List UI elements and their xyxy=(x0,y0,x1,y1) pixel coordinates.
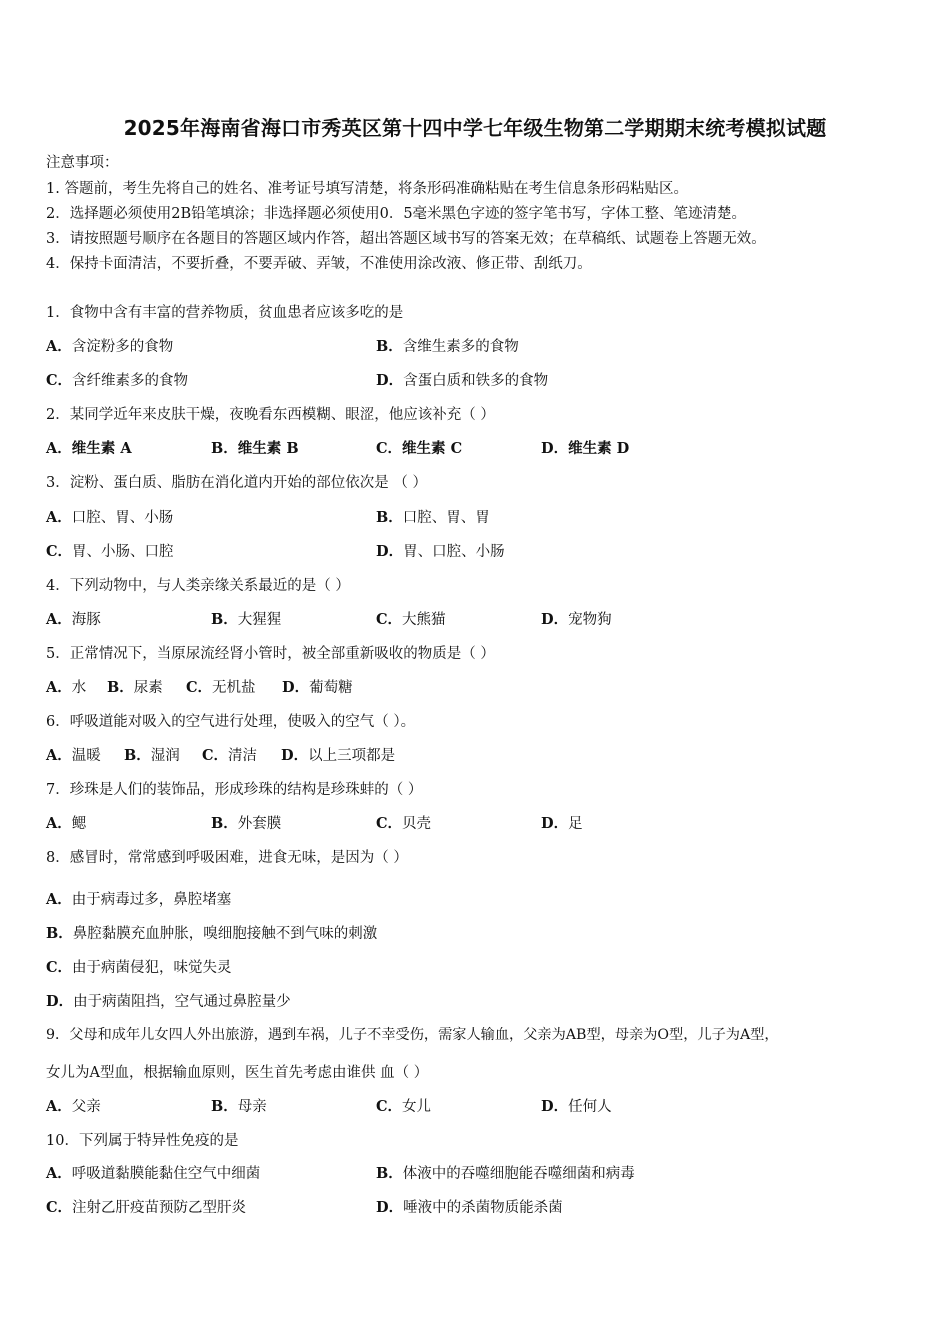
option-label: B． xyxy=(211,1098,238,1115)
option-text: 大猩猩 xyxy=(237,612,282,628)
option-text: 鳃 xyxy=(71,816,87,832)
option-text: 宠物狗 xyxy=(568,612,612,628)
option-label: D． xyxy=(46,993,74,1010)
option-text: 贝壳 xyxy=(402,816,432,832)
option-text: 唾液中的杀菌物质能杀菌 xyxy=(403,1200,563,1216)
option-label: C． xyxy=(376,440,403,457)
option-label: A． xyxy=(46,1165,72,1182)
option-label: C． xyxy=(46,1199,73,1216)
question-stem-continued: 女儿为A型血，根据输血原则，医生首先考虑由谁供 血（ ） xyxy=(46,1065,429,1081)
option-text: 注射乙肝疫苗预防乙型肝炎 xyxy=(72,1200,247,1216)
option-text: 清洁 xyxy=(228,748,258,764)
option-label: D． xyxy=(541,1098,569,1115)
option-d xyxy=(376,1196,563,1217)
option-label: C． xyxy=(376,1098,403,1115)
question-stem: 10．下列属于特异性免疫的是 xyxy=(46,1133,239,1149)
option-label: A． xyxy=(46,611,72,628)
option-d xyxy=(376,540,505,561)
option-text: 维生素 D xyxy=(568,440,630,457)
option-label: B． xyxy=(124,747,151,764)
option-text: 母亲 xyxy=(237,1099,267,1115)
question-stem: 5．正常情况下，当原尿流经肾小管时，被全部重新吸收的物质是（ ） xyxy=(46,646,495,662)
option-label: C． xyxy=(202,747,229,764)
question-stem: 8．感冒时，常常感到呼吸困难，进食无味，是因为（ ） xyxy=(46,850,408,866)
option-label: B． xyxy=(376,509,403,526)
option-a xyxy=(46,608,101,629)
option-text: 维生素 A xyxy=(71,440,132,457)
option-c xyxy=(376,1095,431,1116)
option-b xyxy=(211,1095,267,1116)
option-label: A． xyxy=(46,509,72,526)
notice-heading: 注意事项： xyxy=(46,155,119,171)
option-label: C． xyxy=(376,611,403,628)
option-text: 由于病菌侵犯，味觉失灵 xyxy=(72,960,232,976)
notice-item: 3．请按照题号顺序在各题目的答题区域内作答，超出答题区域书写的答案无效；在草稿纸、试题卷上答题无效。 xyxy=(46,231,766,247)
option-text: 含纤维素多的食物 xyxy=(72,373,189,389)
option-a xyxy=(46,1162,260,1183)
option-label: D． xyxy=(376,543,404,560)
question-stem: 7．珍珠是人们的装饰品，形成珍珠的结构是珍珠蚌的（ ） xyxy=(46,782,423,798)
option-text: 胃、小肠、口腔 xyxy=(72,544,174,560)
option-b xyxy=(211,812,281,833)
option-label: A． xyxy=(46,440,72,457)
option-text: 外套膜 xyxy=(237,816,282,832)
option-text: 鼻腔黏膜充血肿胀，嗅细胞接触不到气味的刺激 xyxy=(72,926,378,942)
option-text: 由于病毒过多，鼻腔堵塞 xyxy=(71,892,232,908)
option-d xyxy=(376,369,548,390)
option-c xyxy=(202,744,257,765)
option-text: 葡萄糖 xyxy=(309,680,353,696)
question-stem: 2．某同学近年来皮肤干燥，夜晚看东西模糊、眼涩，他应该补充（ ） xyxy=(46,407,495,423)
option-b xyxy=(124,744,180,765)
option-label: A． xyxy=(46,1098,72,1115)
option-text: 尿素 xyxy=(133,680,163,696)
option-label: B． xyxy=(211,611,238,628)
option-label: D． xyxy=(281,747,309,764)
option-c xyxy=(186,676,256,697)
option-a xyxy=(46,812,86,833)
option-d xyxy=(541,608,612,629)
option-d xyxy=(281,744,395,765)
option-text: 含淀粉多的食物 xyxy=(71,339,174,355)
option-a xyxy=(46,744,101,765)
option-a xyxy=(46,888,231,909)
option-text: 足 xyxy=(568,816,583,832)
option-b xyxy=(211,608,281,629)
option-label: D． xyxy=(541,815,569,832)
question-stem: 1．食物中含有丰富的营养物质，贫血患者应该多吃的是 xyxy=(46,305,404,321)
option-text: 口腔、胃、小肠 xyxy=(71,510,174,526)
option-text: 任何人 xyxy=(568,1099,612,1115)
option-text: 父亲 xyxy=(71,1099,101,1115)
question-stem: 3．淀粉、蛋白质、脂肪在消化道内开始的部位依次是 （ ） xyxy=(46,475,427,491)
option-c xyxy=(46,540,174,561)
option-label: C． xyxy=(46,959,73,976)
option-label: B． xyxy=(211,440,238,457)
option-text: 无机盐 xyxy=(212,680,256,696)
option-label: A． xyxy=(46,679,72,696)
option-c xyxy=(376,812,431,833)
option-label: B． xyxy=(211,815,238,832)
option-c xyxy=(46,1196,246,1217)
notice-item: 4．保持卡面清洁，不要折叠，不要弄破、弄皱，不准使用涂改液、修正带、刮纸刀。 xyxy=(46,256,592,272)
option-b xyxy=(107,676,163,697)
option-c xyxy=(376,437,462,458)
question-stem: 6．呼吸道能对吸入的空气进行处理，使吸入的空气（ ）。 xyxy=(46,714,416,730)
option-label: D． xyxy=(282,679,310,696)
option-b xyxy=(376,335,519,356)
option-text: 水 xyxy=(71,680,87,696)
option-label: A． xyxy=(46,815,72,832)
option-a xyxy=(46,335,173,356)
option-label: C． xyxy=(186,679,213,696)
option-c xyxy=(46,369,188,390)
option-label: C． xyxy=(46,372,73,389)
option-text: 温暖 xyxy=(71,748,101,764)
option-a xyxy=(46,506,173,527)
option-d xyxy=(541,812,583,833)
option-label: A． xyxy=(46,747,72,764)
option-label: A． xyxy=(46,891,72,908)
question-stem: 4．下列动物中，与人类亲缘关系最近的是（ ） xyxy=(46,578,350,594)
option-b xyxy=(211,437,299,458)
option-d xyxy=(541,437,629,458)
option-label: A． xyxy=(46,338,72,355)
option-label: D． xyxy=(541,440,569,457)
option-label: D． xyxy=(541,611,569,628)
option-label: B． xyxy=(46,925,73,942)
option-text: 含蛋白质和铁多的食物 xyxy=(403,373,549,389)
option-a xyxy=(46,437,132,458)
option-text: 女儿 xyxy=(402,1099,432,1115)
option-text: 维生素 C xyxy=(402,440,463,457)
option-text: 呼吸道黏膜能黏住空气中细菌 xyxy=(71,1166,261,1182)
option-b xyxy=(376,506,490,527)
option-label: D． xyxy=(376,1199,404,1216)
option-text: 维生素 B xyxy=(237,440,299,457)
option-b xyxy=(376,1162,635,1183)
option-a xyxy=(46,1095,101,1116)
question-stem: 9．父母和成年儿女四人外出旅游，遇到车祸，儿子不幸受伤，需家人输血，父亲为AB型，母亲为O型，儿子为A型， xyxy=(46,1027,779,1043)
option-text: 湿润 xyxy=(150,748,180,764)
option-text: 口腔、胃、胃 xyxy=(402,510,490,526)
option-text: 胃、口腔、小肠 xyxy=(403,544,505,560)
option-text: 由于病菌阻挡，空气通过鼻腔量少 xyxy=(73,994,291,1010)
option-b xyxy=(46,922,377,943)
option-text: 以上三项都是 xyxy=(308,748,396,764)
option-d xyxy=(541,1095,612,1116)
page-title: 2025年海南省海口市秀英区第十四中学七年级生物第二学期期末统考模拟试题 xyxy=(123,116,827,140)
option-text: 含维生素多的食物 xyxy=(402,339,519,355)
option-label: C． xyxy=(376,815,403,832)
option-c xyxy=(46,956,232,977)
option-label: B． xyxy=(376,1165,403,1182)
option-d xyxy=(46,990,291,1011)
option-c xyxy=(376,608,446,629)
notice-item: 2．选择题必须使用2B铅笔填涂；非选择题必须使用0．5毫米黑色字迹的签字笔书写，字体工整、笔迹清楚。 xyxy=(46,206,747,222)
option-text: 大熊猫 xyxy=(402,612,446,628)
option-label: B． xyxy=(107,679,134,696)
option-a xyxy=(46,676,86,697)
option-text: 体液中的吞噬细胞能吞噬细菌和病毒 xyxy=(402,1166,635,1182)
option-label: D． xyxy=(376,372,404,389)
notice-item: 1. 答题前，考生先将自己的姓名、准考证号填写清楚，将条形码准确粘贴在考生信息条形码粘贴区。 xyxy=(46,181,688,197)
option-label: B． xyxy=(376,338,403,355)
option-label: C． xyxy=(46,543,73,560)
option-d xyxy=(282,676,353,697)
option-text: 海豚 xyxy=(71,612,101,628)
